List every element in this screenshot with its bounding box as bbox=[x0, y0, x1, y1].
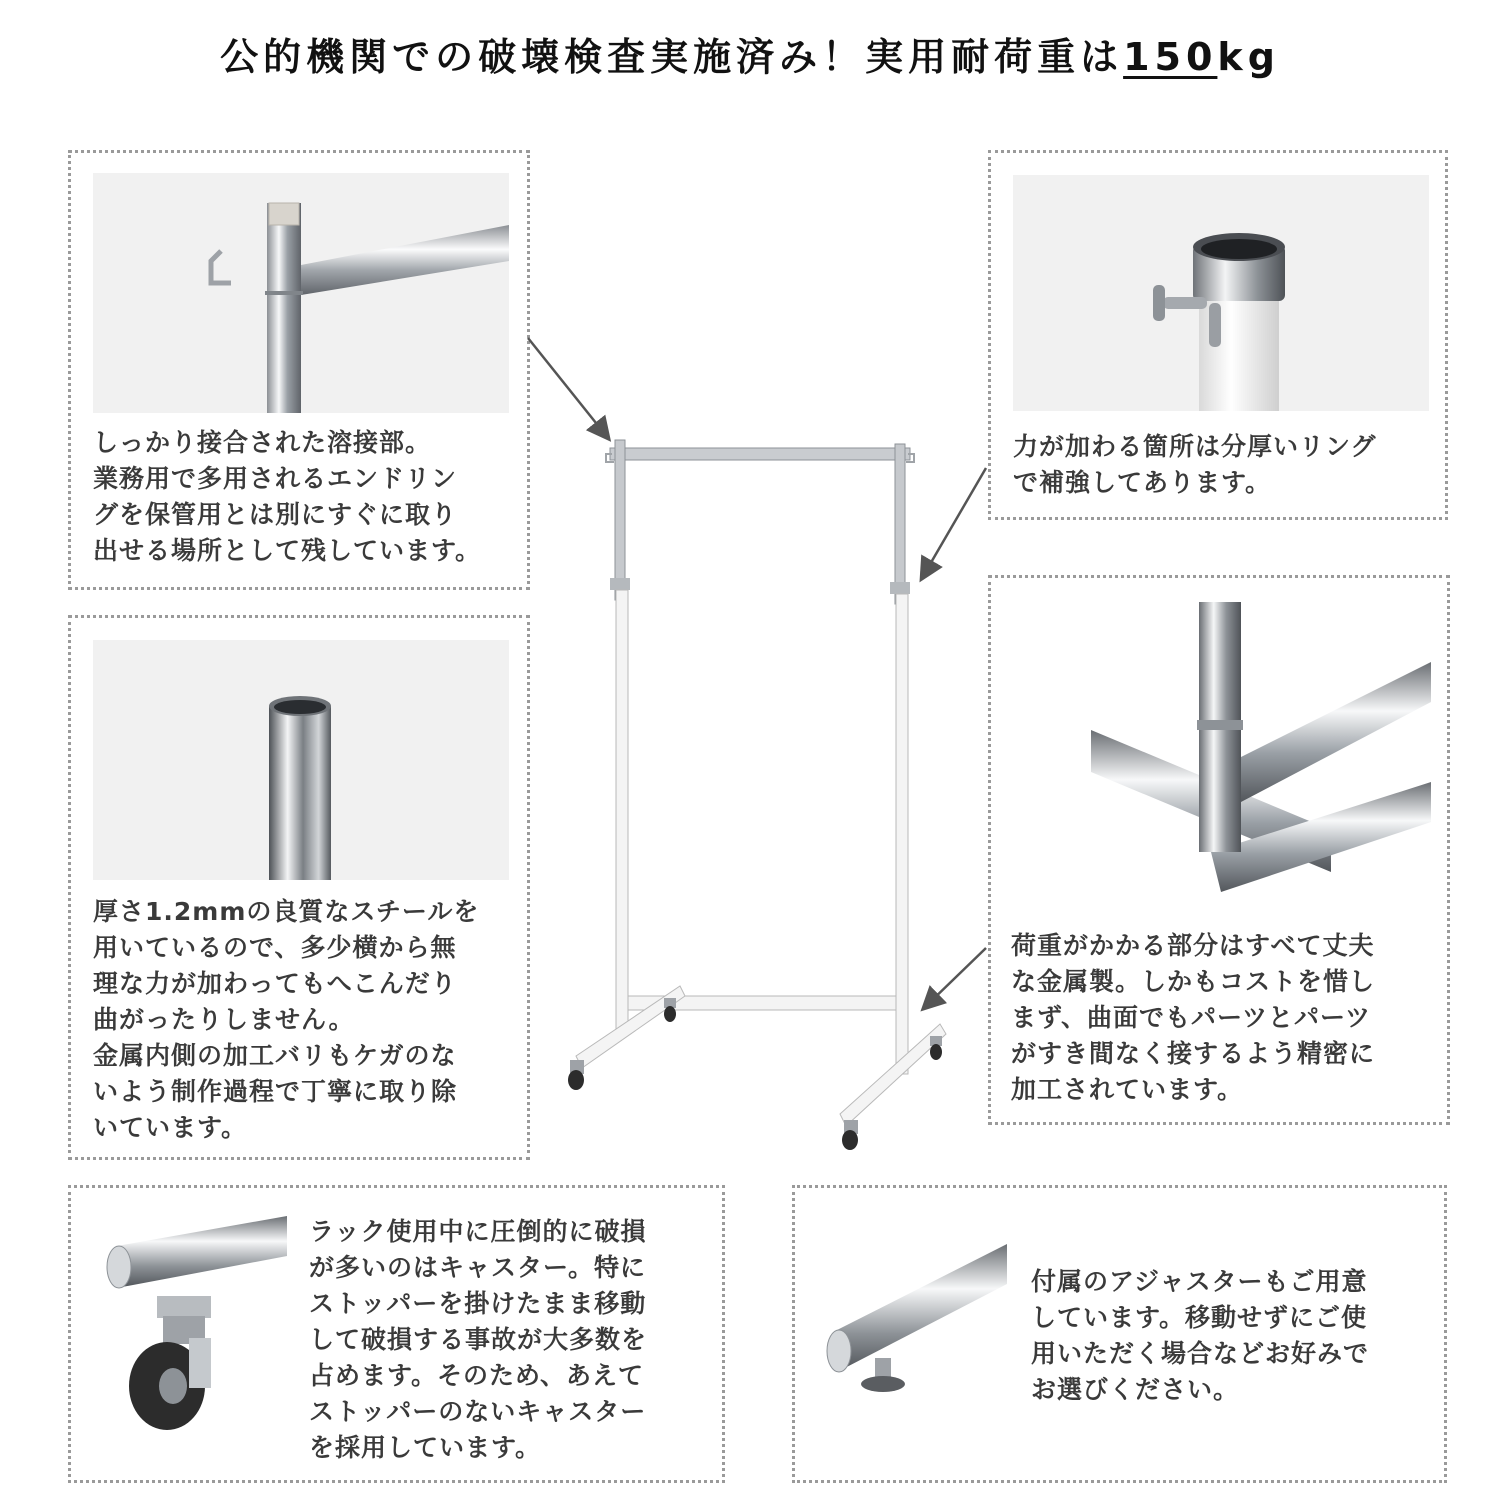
caption-line: して破損する事故が大多数を bbox=[309, 1325, 648, 1354]
caption-line: ストッパーを掛けたまま移動 bbox=[309, 1289, 647, 1318]
caption-line: いています。 bbox=[93, 1113, 248, 1142]
panel-metal-parts bbox=[988, 575, 1450, 1125]
caption-line: 占めます。そのため、あえて bbox=[309, 1361, 645, 1390]
caption-line: グを保管用とは別にすぐに取り bbox=[93, 500, 458, 529]
metal-parts-caption bbox=[1011, 928, 1375, 1108]
caption-line: しています。移動せずにご使 bbox=[1031, 1303, 1368, 1332]
caption-line: 力が加わる箇所は分厚いリング bbox=[1013, 432, 1377, 461]
caption-line: ストッパーのないキャスター bbox=[309, 1397, 647, 1426]
caption-line: いよう制作過程で丁寧に取り除 bbox=[93, 1077, 458, 1106]
caption-line: 曲がったりしません。 bbox=[93, 1005, 355, 1034]
caption-line: 理な力が加わってもへこんだり bbox=[93, 969, 457, 998]
panel-reinforcing-ring bbox=[988, 150, 1448, 520]
welded-joint-photo bbox=[93, 173, 509, 413]
panel-caster bbox=[68, 1185, 725, 1483]
reinforcing-ring-caption bbox=[1013, 429, 1377, 501]
caption-line: 付属のアジャスターもご用意 bbox=[1031, 1267, 1368, 1296]
caption-line: 業務用で多用されるエンドリン bbox=[93, 464, 458, 493]
steel-pipe-caption bbox=[93, 894, 479, 1146]
panel-adjuster bbox=[792, 1185, 1447, 1483]
caption-line: を採用しています。 bbox=[309, 1433, 542, 1462]
caster-caption bbox=[309, 1214, 647, 1466]
welded-joint-caption bbox=[93, 425, 481, 569]
hanger-rack-illustration bbox=[540, 410, 970, 1154]
caption-line: 用いただく場合などお好みで bbox=[1031, 1339, 1370, 1368]
caster-photo bbox=[97, 1216, 297, 1456]
caption-line: がすき間なく接するよう精密に bbox=[1011, 1039, 1376, 1068]
adjuster-caption bbox=[1031, 1264, 1369, 1408]
caption-line: しっかり接合された溶接部。 bbox=[93, 428, 432, 457]
reinforcing-ring-photo bbox=[1013, 175, 1429, 411]
metal-parts-photo bbox=[1091, 602, 1431, 902]
headline-text: 公的機関での破壊検査実施済み！実用耐荷重は bbox=[220, 35, 1124, 79]
panel-steel-pipe bbox=[68, 615, 530, 1160]
caption-line: が多いのはキャスター。特に bbox=[309, 1253, 647, 1282]
caption-line: ラック使用中に圧倒的に破損 bbox=[309, 1217, 647, 1246]
adjuster-photo bbox=[817, 1244, 1017, 1394]
caption-line: まず、曲面でもパーツとパーツ bbox=[1011, 1003, 1372, 1032]
caption-line: 厚さ1.2mmの良質なスチールを bbox=[93, 897, 480, 926]
caption-line: 荷重がかかる部分はすべて丈夫 bbox=[1011, 931, 1375, 960]
steel-pipe-photo bbox=[93, 640, 509, 880]
caption-line: 出せる場所として残しています。 bbox=[93, 536, 482, 565]
caption-line: で補強してあります。 bbox=[1013, 468, 1272, 497]
caption-line: 加工されています。 bbox=[1011, 1075, 1244, 1104]
caption-line: な金属製。しかもコストを惜し bbox=[1011, 967, 1376, 996]
caption-line: 金属内側の加工バリもケガのな bbox=[93, 1041, 457, 1070]
headline-unit: kg bbox=[1217, 35, 1280, 79]
headline-load-value: 150 bbox=[1123, 35, 1218, 79]
caption-line: 用いているので、多少横から無 bbox=[93, 933, 457, 962]
caption-line: お選びください。 bbox=[1031, 1375, 1240, 1404]
panel-welded-joint bbox=[68, 150, 530, 590]
headline bbox=[0, 26, 1500, 81]
